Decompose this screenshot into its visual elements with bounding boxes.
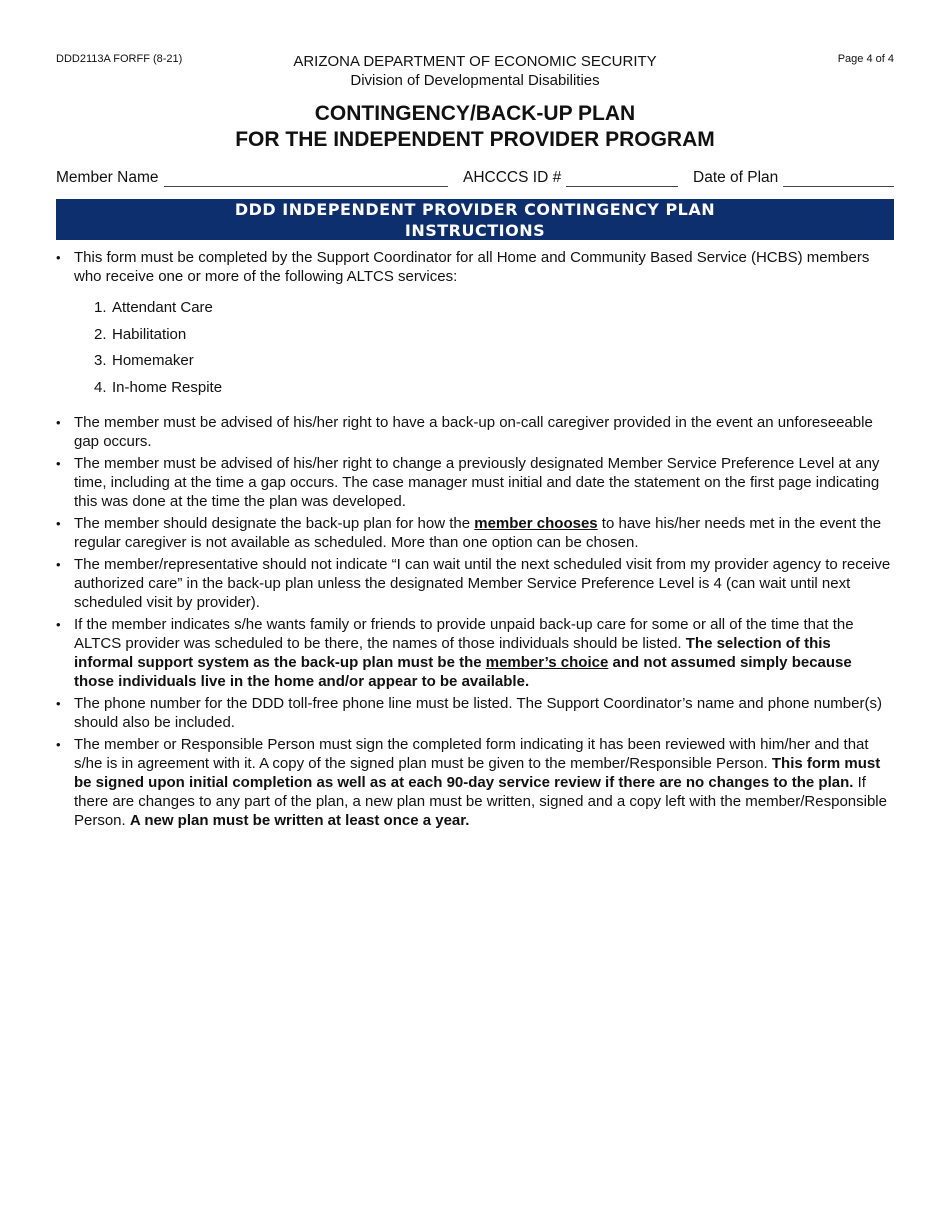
list-item	[74, 376, 894, 400]
list-item	[74, 323, 894, 347]
ahcccs-id-label: AHCCCS ID #	[463, 169, 562, 186]
emphasis-text: member’s choice	[485, 654, 609, 671]
date-of-plan-field	[693, 169, 894, 187]
banner-line-2: INSTRUCTIONS	[404, 221, 546, 240]
instruction-item	[56, 694, 894, 732]
service-label: Homemaker	[112, 352, 194, 369]
bullet-icon: •	[56, 516, 61, 531]
instruction-text: The member must be advised of his/her right to have a back-up on-call caregiver provided in the event an unforeseeable gap occurs.	[74, 414, 873, 450]
instructions-body	[56, 248, 894, 833]
instruction-text: If the member indicates s/he wants family or friends to provide unpaid back-up care for some or all of the time that the ALTCS provider was scheduled to be there, the names of those individuals should be listed.	[74, 616, 854, 652]
instruction-text: The member must be advised of his/her right to change a previously designated Member Service Preference Level at any time, including at the time a gap occurs. The case manager must initial and date the statement on the first page indicating this was done at the time the plan was developed.	[74, 455, 880, 510]
department-name: ARIZONA DEPARTMENT OF ECONOMIC SECURITY	[293, 53, 657, 70]
emphasis-text: A new plan must be written at least once a year.	[129, 812, 470, 829]
emphasis-text: member chooses	[474, 515, 598, 532]
bullet-icon: •	[56, 737, 61, 752]
date-of-plan-label: Date of Plan	[693, 169, 779, 186]
instruction-item	[56, 555, 894, 612]
instruction-text: If there are changes to any part of the plan, a new plan must be written, signed and a copy left with the member/Responsible Person.	[74, 774, 887, 829]
bullet-icon: •	[56, 617, 61, 632]
ahcccs-id-field	[463, 169, 678, 187]
form-code: DDD2113A FORFF (8-21)	[56, 53, 183, 65]
page-number: Page 4 of 4	[837, 53, 894, 65]
section-banner	[56, 199, 894, 240]
instruction-item	[56, 413, 894, 451]
title-line-1: CONTINGENCY/BACK-UP PLAN	[314, 102, 636, 125]
bullet-icon: •	[56, 250, 61, 265]
service-label: Attendant Care	[112, 299, 213, 316]
bullet-icon: •	[56, 557, 61, 572]
instruction-text: The phone number for the DDD toll-free phone line must be listed. The Support Coordinator’s name and phone number(s) should also be included.	[74, 695, 882, 731]
member-name-label: Member Name	[56, 169, 159, 186]
emphasis-text: and not assumed simply because those individuals live in the home and/or appear to be available.	[74, 654, 852, 690]
service-number: 1.	[94, 299, 107, 316]
bullet-icon: •	[56, 456, 61, 471]
list-item	[74, 296, 894, 320]
emphasis-text: This form must be signed upon initial completion as well as at each 90-day service review if there are no changes to the plan.	[74, 755, 881, 791]
ahcccs-id-input[interactable]	[566, 174, 678, 187]
date-of-plan-input[interactable]	[783, 174, 894, 187]
instruction-item	[56, 454, 894, 511]
service-number: 4.	[94, 378, 107, 396]
title-line-2: FOR THE INDEPENDENT PROVIDER PROGRAM	[235, 128, 715, 151]
member-name-field	[56, 169, 448, 187]
instruction-text: The member should designate the back-up plan for how the	[74, 515, 475, 532]
services-list-wrap	[74, 296, 894, 399]
list-item	[74, 349, 894, 373]
instruction-text: The member or Responsible Person must sign the completed form indicating it has been reviewed with him/her and that s/he is in agreement with it. A copy of the signed plan must be given to the member/Responsible Person.	[74, 736, 869, 772]
emphasis-text: The selection of this informal support system as the back-up plan must be the	[74, 635, 831, 671]
agency-header	[0, 52, 950, 90]
services-list	[74, 296, 894, 399]
instruction-item	[56, 514, 894, 552]
service-label: In-home Respite	[112, 378, 223, 396]
service-number: 3.	[94, 352, 107, 369]
instruction-item	[56, 248, 894, 399]
banner-line-1: DDD INDEPENDENT PROVIDER CONTINGENCY PLAN	[234, 200, 716, 219]
member-info-fields	[56, 169, 894, 191]
division-name: Division of Developmental Disabilities	[350, 72, 600, 89]
instruction-item	[56, 735, 894, 830]
service-label: Habilitation	[112, 325, 187, 343]
instruction-item	[56, 615, 894, 691]
bullet-icon: •	[56, 696, 61, 711]
member-name-input[interactable]	[164, 174, 448, 187]
instruction-text: to have his/her needs met in the event the regular caregiver is not available as scheduled. More than one option can be chosen.	[74, 515, 882, 551]
intro-text: This form must be completed by the Support Coordinator for all Home and Community Based Service (HCBS) members who receive one or more of the following ALTCS services:	[74, 249, 870, 285]
page-title	[0, 101, 950, 153]
instruction-text: The member/representative should not indicate “I can wait until the next scheduled visit from my provider agency to receive authorized care” in the back-up plan unless the designated Member Service Preference Level is 4 (can wait until next scheduled visit by provider).	[74, 556, 891, 611]
instruction-list	[56, 248, 894, 830]
bullet-icon: •	[56, 415, 61, 430]
service-number: 2.	[94, 325, 107, 343]
